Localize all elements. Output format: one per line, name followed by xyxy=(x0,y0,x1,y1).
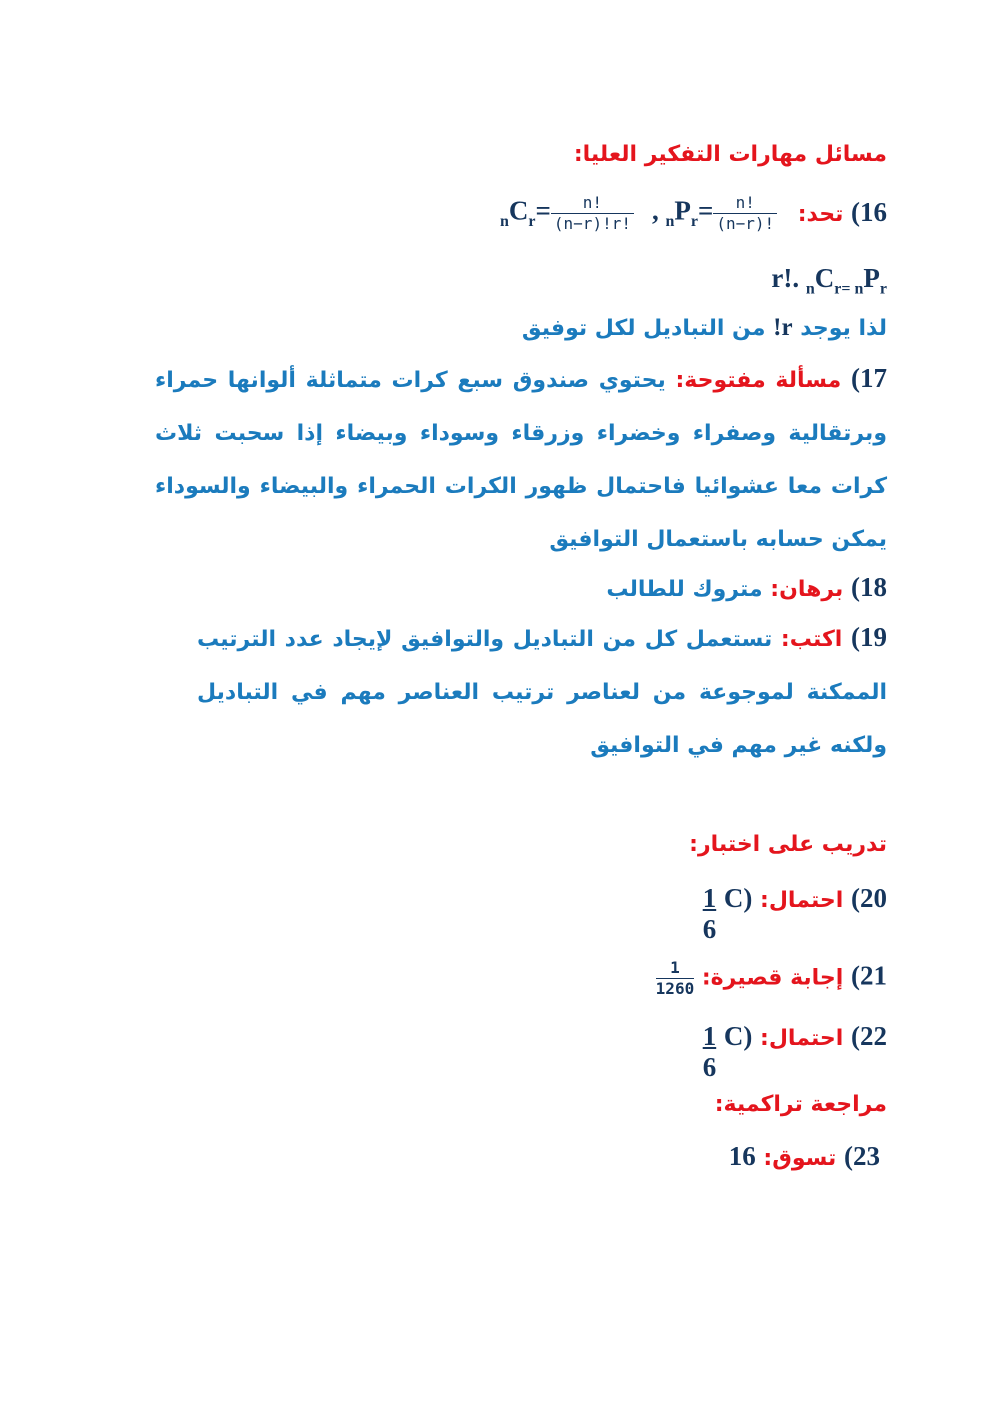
identity-c-subscript: r= n xyxy=(834,280,864,298)
question-label: إجابة قصيرة: xyxy=(701,965,844,991)
formula-equals: = xyxy=(697,195,714,226)
heading-text: مراجعة تراكمية: xyxy=(714,1092,887,1117)
identity-p-subscript: r xyxy=(879,280,887,298)
question-number: 17) xyxy=(850,363,887,393)
formula-p-prefix: n xyxy=(665,213,675,231)
section-heading-review xyxy=(715,1090,887,1120)
fraction-numerator: 1 xyxy=(702,883,717,913)
question-20 xyxy=(703,883,887,945)
question-number: 18) xyxy=(851,572,887,602)
question-18-text: متروك للطالب xyxy=(606,577,763,602)
question-16-label xyxy=(798,197,887,230)
fraction-denominator: (n−r)! xyxy=(716,214,775,233)
answer-fraction xyxy=(656,958,695,999)
question-label: مسألة مفتوحة: xyxy=(675,368,842,393)
formula-c-prefix: n xyxy=(500,213,509,231)
heading-text: مسائل مهارات التفكير العليا: xyxy=(573,142,887,167)
question-22 xyxy=(703,1021,887,1083)
question-label: احتمال: xyxy=(760,888,844,913)
answer-fraction xyxy=(703,883,717,945)
question-number: 23) xyxy=(844,1141,880,1171)
answer-fraction xyxy=(703,1021,717,1083)
formula-c-fraction xyxy=(551,193,634,234)
identity-c-symbol: C xyxy=(814,263,835,293)
question-19 xyxy=(197,611,887,772)
formula-p-subscript: r xyxy=(690,213,698,231)
answer-choice: C) xyxy=(723,883,753,913)
question-label: تسوق: xyxy=(763,1146,837,1171)
fraction-numerator: 1 xyxy=(702,1021,717,1051)
conclusion-factorial: r! xyxy=(773,314,793,341)
question-18 xyxy=(606,572,887,605)
question-label: تحد: xyxy=(797,202,844,227)
question-16-conclusion xyxy=(522,313,887,344)
formula-c-symbol: C xyxy=(508,195,529,226)
formula-equals: = xyxy=(535,195,551,226)
question-number: 20) xyxy=(851,883,887,913)
formula-p-fraction xyxy=(713,193,777,234)
fraction-numerator: n! xyxy=(551,193,634,214)
identity-c-prefix: n xyxy=(805,280,815,298)
formula-permutation-combination xyxy=(500,193,777,234)
question-17 xyxy=(155,352,887,566)
section-heading-hots xyxy=(574,140,887,170)
identity-p-symbol: P xyxy=(863,263,880,293)
fraction-denominator: 6 xyxy=(702,914,717,944)
answer-choice: C) xyxy=(723,1021,753,1051)
question-21 xyxy=(656,958,887,999)
fraction-denominator: (n−r)!r! xyxy=(553,214,631,233)
question-number: 22) xyxy=(851,1021,887,1051)
formula-c-subscript: r xyxy=(528,213,536,231)
question-number: 21) xyxy=(851,960,887,991)
question-label: اكتب: xyxy=(780,627,843,652)
conclusion-text-start: لذا يوجد xyxy=(792,316,887,341)
question-16-identity xyxy=(771,263,887,304)
answer-value: 16 xyxy=(728,1141,756,1171)
formula-separator: , xyxy=(651,195,666,226)
heading-text: تدريب على اختبار: xyxy=(689,832,887,857)
identity-factorial: r!. xyxy=(771,263,806,293)
question-number: 19) xyxy=(851,622,887,652)
fraction-numerator: n! xyxy=(713,193,777,214)
question-17-text: يحتوي صندوق سبع كرات متماثلة ألوانها حمراء وبرتقالية وصفراء وخضراء وزرقاء وسوداء وبيضاء إذا سحبت ثلاث كرات معا عشوائيا فاحتمال ظهور الكرات الحمراء والبيضاء والسوداء يمكن حسابه باستعمال التوافيق xyxy=(155,368,887,552)
fraction-denominator: 6 xyxy=(702,1052,717,1082)
section-heading-test xyxy=(689,830,887,860)
formula-p-symbol: P xyxy=(674,195,691,226)
fraction-numerator: 1 xyxy=(656,958,695,979)
fraction-denominator: 1260 xyxy=(655,979,695,998)
conclusion-text-end: من التباديل لكل توفيق xyxy=(521,316,774,341)
question-19-text: تستعمل كل من التباديل والتوافيق لإيجاد عدد الترتيب الممكنة لموجوعة من لعناصر ترتيب العناصر مهم في التباديل ولكنه غير مهم في التوافيق xyxy=(197,627,887,758)
question-number: 16) xyxy=(851,197,887,227)
question-label: احتمال: xyxy=(760,1026,844,1051)
question-label: برهان: xyxy=(770,577,844,602)
question-23 xyxy=(729,1141,880,1174)
